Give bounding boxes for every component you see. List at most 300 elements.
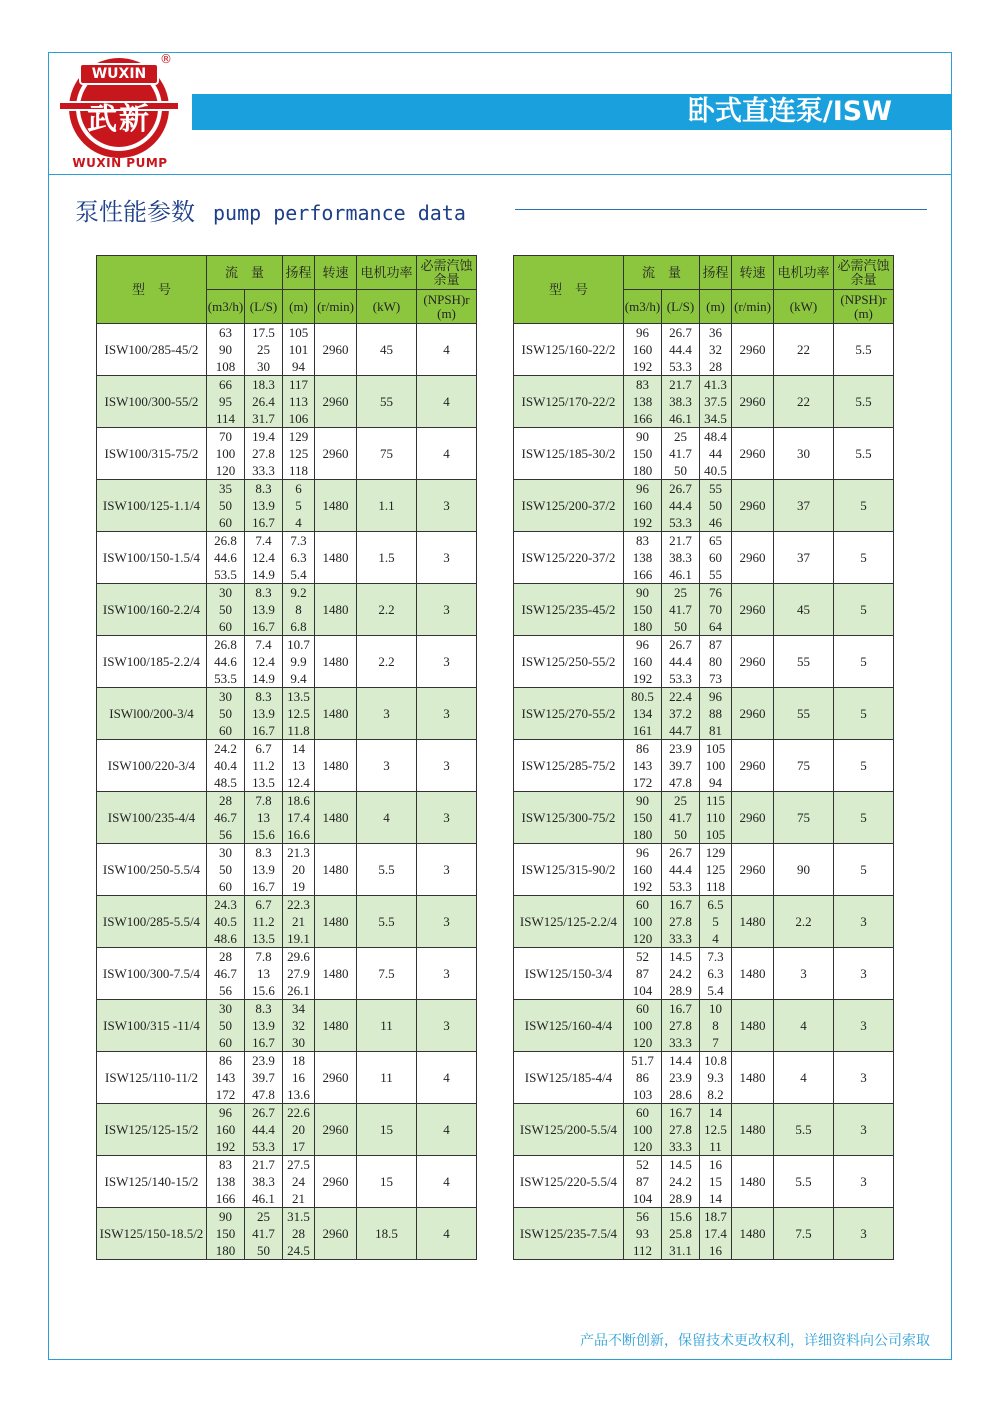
table-row [514,636,894,688]
cell-flow-m3h-value: 90 [219,342,232,357]
cell-head-value: 24 [292,1174,305,1189]
cell-model: ISW125/125-15/2 [97,1104,207,1156]
cell-head [700,1104,732,1156]
cell-flow-ls-value: 15.6 [252,827,275,842]
cell-flow-ls [245,584,283,636]
cell-flow-m3h-value: 48.6 [214,931,237,946]
cell-flow-ls [245,324,283,376]
cell-power: 22 [774,324,834,376]
cell-flow-m3h-value: 90 [636,793,649,808]
cell-power: 5.5 [774,1156,834,1208]
cell-head [700,896,732,948]
cell-flow-ls-value: 25 [674,429,687,444]
cell-speed: 1480 [732,1000,774,1052]
cell-flow-ls-value: 6.7 [255,897,272,912]
table-row [97,896,477,948]
cell-head-value: 11.8 [287,723,310,738]
cell-head-value: 13 [292,758,305,773]
cell-speed: 2960 [315,324,357,376]
cell-power: 75 [357,428,417,480]
cell-flow-ls-value: 25.8 [669,1226,692,1241]
title-banner [192,94,952,130]
cell-flow-ls-value: 25 [257,342,270,357]
cell-flow-m3h-value: 86 [219,1053,232,1068]
cell-head-value: 32 [292,1018,305,1033]
cell-flow-m3h-value: 90 [219,1209,232,1224]
cell-head-value: 6.5 [707,897,724,912]
table-row [97,1104,477,1156]
cell-flow-ls-value: 38.3 [252,1174,275,1189]
cell-head-value: 15 [709,1174,722,1189]
cell-flow-ls [662,740,700,792]
cell-head [700,584,732,636]
table-row [514,792,894,844]
cell-flow-m3h-value: 96 [636,325,649,340]
cell-flow-m3h [624,584,662,636]
cell-power: 7.5 [357,948,417,1000]
cell-npsh: 3 [417,636,477,688]
cell-flow-m3h-value: 160 [632,862,653,877]
unit-m: (m) [283,290,315,324]
cell-power: 1.1 [357,480,417,532]
cell-head-value: 16 [709,1157,722,1172]
section-title-zh: 泵性能参数 [75,198,195,226]
banner-title: 卧式直连泵/ISW [687,96,892,127]
cell-npsh: 4 [417,324,477,376]
cell-flow-ls-value: 44.4 [669,654,692,669]
cell-npsh: 5 [834,532,894,584]
cell-flow-m3h [624,844,662,896]
cell-flow-m3h-value: 134 [632,706,653,721]
cell-flow-m3h-value: 24.2 [214,741,237,756]
cell-head [283,428,315,480]
cell-flow-ls [662,532,700,584]
cell-flow-ls-value: 16.7 [669,897,692,912]
cell-model: ISW100/300-55/2 [97,376,207,428]
cell-npsh: 3 [417,948,477,1000]
cell-head [700,428,732,480]
cell-head [283,896,315,948]
cell-flow-ls-value: 31.1 [669,1243,692,1258]
cell-speed: 1480 [315,1000,357,1052]
cell-model: ISW125/200-37/2 [514,480,624,532]
cell-flow-ls-value: 25 [257,1209,270,1224]
cell-speed: 1480 [732,1208,774,1260]
cell-npsh: 4 [417,1156,477,1208]
cell-flow-m3h [624,1000,662,1052]
table-row [514,1156,894,1208]
cell-model: ISW125/110-11/2 [97,1052,207,1104]
cell-speed: 2960 [732,532,774,584]
table-row [97,1208,477,1260]
cell-flow-ls-value: 53.3 [252,1139,275,1154]
cell-speed: 1480 [315,948,357,1000]
cell-flow-m3h-value: 95 [219,394,232,409]
cell-head-value: 9.9 [290,654,307,669]
cell-flow-m3h-value: 46.7 [214,966,237,981]
table-row [514,1000,894,1052]
cell-speed: 2960 [732,480,774,532]
cell-flow-m3h-value: 53.5 [214,567,237,582]
cell-speed: 1480 [315,584,357,636]
cell-flow-m3h [207,1208,245,1260]
cell-power: 5.5 [357,896,417,948]
cell-flow-ls-value: 28.9 [669,983,692,998]
cell-model: ISW100/235-4/4 [97,792,207,844]
cell-flow-m3h-value: 108 [215,359,236,374]
cell-head-value: 34.5 [704,411,727,426]
cell-flow-ls-value: 44.4 [669,342,692,357]
cell-npsh: 3 [834,1104,894,1156]
table-row [97,532,477,584]
cell-head-value: 5 [712,914,719,929]
cell-flow-m3h-value: 60 [636,1105,649,1120]
cell-flow-ls-value: 8.3 [255,845,272,860]
cell-head-value: 13.5 [287,689,310,704]
cell-head-value: 110 [705,810,726,825]
cell-head-value: 21 [292,1191,305,1206]
cell-flow-ls-value: 27.8 [669,1018,692,1033]
cell-flow-ls-value: 13.9 [252,706,275,721]
cell-flow-ls-value: 33.3 [669,1139,692,1154]
cell-flow-ls-value: 23.9 [669,741,692,756]
cell-head-value: 5.4 [290,567,307,582]
cell-flow-m3h-value: 28 [219,949,232,964]
cell-flow-m3h-value: 90 [636,585,649,600]
cell-flow-ls-value: 41.7 [669,602,692,617]
cell-head [283,688,315,740]
cell-head-value: 100 [705,758,726,773]
cell-flow-ls [245,896,283,948]
cell-flow-m3h-value: 26.8 [214,533,237,548]
cell-head-value: 6.8 [290,619,307,634]
cell-head [283,324,315,376]
cell-head [700,740,732,792]
cell-npsh: 4 [417,1104,477,1156]
cell-head-value: 117 [288,377,309,392]
cell-flow-ls [245,1104,283,1156]
cell-flow-ls-value: 46.1 [252,1191,275,1206]
cell-flow-ls-value: 28.6 [669,1087,692,1102]
cell-power: 5.5 [357,844,417,896]
section-rule [515,209,927,210]
cell-head-value: 14 [709,1191,722,1206]
cell-flow-ls-value: 39.7 [669,758,692,773]
cell-head-value: 5.4 [707,983,724,998]
cell-head-value: 76 [709,585,722,600]
cell-flow-ls [662,428,700,480]
cell-npsh: 3 [417,532,477,584]
cell-npsh: 3 [834,896,894,948]
header-speed: 转速 [732,256,774,290]
header-npsh: 必需汽蚀余量 [417,256,477,290]
cell-head-value: 12.5 [704,1122,727,1137]
cell-flow-m3h [624,1104,662,1156]
header-head: 扬程 [700,256,732,290]
cell-flow-ls-value: 8.3 [255,585,272,600]
cell-npsh: 5 [834,844,894,896]
cell-head [700,636,732,688]
cell-head-value: 129 [705,845,726,860]
cell-speed: 2960 [315,428,357,480]
cell-head [283,740,315,792]
cell-power: 55 [774,636,834,688]
cell-power: 3 [357,740,417,792]
cell-model: ISW100/285-5.5/4 [97,896,207,948]
cell-flow-m3h-value: 172 [632,775,653,790]
cell-speed: 1480 [315,740,357,792]
cell-head-value: 16 [292,1070,305,1085]
cell-head-value: 70 [709,602,722,617]
cell-head [700,792,732,844]
cell-flow-ls-value: 16.7 [669,1105,692,1120]
cell-flow-ls-value: 53.3 [669,359,692,374]
cell-flow-ls-value: 25 [674,793,687,808]
cell-flow-m3h-value: 120 [632,1139,653,1154]
cell-npsh: 3 [834,948,894,1000]
cell-model: ISW100/250-5.5/4 [97,844,207,896]
cell-speed: 2960 [315,1052,357,1104]
cell-power: 2.2 [357,636,417,688]
cell-flow-m3h [207,428,245,480]
header-npsh: 必需汽蚀余量 [834,256,894,290]
cell-head-value: 17 [292,1139,305,1154]
cell-flow-m3h-value: 70 [219,429,232,444]
cell-flow-m3h-value: 52 [636,1157,649,1172]
logo-bottom-text: WUXIN PUMP [72,156,168,170]
cell-flow-m3h-value: 172 [215,1087,236,1102]
cell-head [283,480,315,532]
cell-flow-ls-value: 33.3 [669,931,692,946]
cell-head-value: 9.2 [290,585,307,600]
cell-speed: 1480 [315,688,357,740]
cell-flow-m3h [207,844,245,896]
cell-flow-m3h [207,584,245,636]
cell-head [283,792,315,844]
cell-head-value: 11 [709,1139,722,1154]
cell-flow-ls-value: 21.7 [252,1157,275,1172]
cell-flow-m3h-value: 192 [632,359,653,374]
cell-head-value: 44 [709,446,722,461]
cell-flow-ls-value: 16.7 [252,723,275,738]
cell-head-value: 19 [292,879,305,894]
cell-model: ISW125/150-18.5/2 [97,1208,207,1260]
cell-head-value: 125 [705,862,726,877]
cell-flow-ls-value: 15.6 [252,983,275,998]
cell-flow-ls [662,1052,700,1104]
table-row [97,376,477,428]
cell-speed: 1480 [732,948,774,1000]
section-heading [75,192,466,227]
cell-flow-ls-value: 16.7 [669,1001,692,1016]
cell-head-value: 73 [709,671,722,686]
cell-power: 11 [357,1052,417,1104]
unit-m3h: (m3/h) [207,290,245,324]
cell-flow-m3h-value: 83 [219,1157,232,1172]
cell-head-value: 113 [288,394,309,409]
header-power: 电机功率 [357,256,417,290]
cell-power: 37 [774,480,834,532]
table-row [97,480,477,532]
cell-flow-m3h [624,948,662,1000]
cell-flow-ls-value: 14.5 [669,949,692,964]
cell-flow-m3h-value: 60 [636,897,649,912]
cell-model: ISW100/315-75/2 [97,428,207,480]
cell-flow-m3h-value: 112 [632,1243,653,1258]
cell-flow-m3h-value: 56 [219,827,232,842]
header-power: 电机功率 [774,256,834,290]
cell-flow-m3h-value: 180 [632,827,653,842]
cell-speed: 1480 [315,636,357,688]
cell-npsh: 3 [417,480,477,532]
cell-head [283,1052,315,1104]
cell-power: 45 [774,584,834,636]
unit-rmin: (r/min) [315,290,357,324]
cell-npsh: 5 [834,636,894,688]
cell-flow-ls [662,896,700,948]
cell-npsh: 4 [417,1208,477,1260]
cell-head-value: 20 [292,862,305,877]
cell-flow-m3h-value: 180 [215,1243,236,1258]
table-row [97,1000,477,1052]
unit-npsh: (NPSH)r (m) [417,290,477,324]
table-row [514,1052,894,1104]
table-row [514,480,894,532]
cell-npsh: 3 [834,1208,894,1260]
cell-model: ISWl00/200-3/4 [97,688,207,740]
cell-flow-ls [245,480,283,532]
cell-head-value: 28 [709,359,722,374]
cell-power: 18.5 [357,1208,417,1260]
cell-head-value: 87 [709,637,722,652]
cell-head-value: 48.4 [704,429,727,444]
header-flow: 流 量 [624,256,700,290]
cell-flow-m3h-value: 100 [215,446,236,461]
cell-flow-m3h-value: 120 [632,1035,653,1050]
header-flow: 流 量 [207,256,283,290]
cell-flow-ls-value: 50 [674,619,687,634]
cell-head-value: 6 [295,481,302,496]
cell-flow-m3h-value: 143 [215,1070,236,1085]
cell-head-value: 10.7 [287,637,310,652]
cell-flow-ls-value: 47.8 [669,775,692,790]
performance-table-left [96,255,477,1260]
table-row [97,428,477,480]
cell-flow-m3h-value: 80.5 [631,689,654,704]
cell-flow-m3h-value: 50 [219,1018,232,1033]
cell-flow-ls [662,480,700,532]
cell-head [700,376,732,428]
cell-head [700,532,732,584]
cell-flow-ls-value: 26.7 [669,845,692,860]
table-row [97,1052,477,1104]
cell-flow-ls-value: 16.7 [252,619,275,634]
cell-head-value: 4 [712,931,719,946]
cell-head-value: 28 [292,1226,305,1241]
cell-flow-m3h-value: 100 [632,914,653,929]
cell-speed: 2960 [732,584,774,636]
cell-flow-ls [245,532,283,584]
cell-flow-m3h-value: 103 [632,1087,653,1102]
cell-speed: 1480 [732,1156,774,1208]
cell-flow-m3h [207,480,245,532]
cell-flow-m3h-value: 150 [632,446,653,461]
cell-head-value: 105 [705,827,726,842]
cell-npsh: 3 [417,740,477,792]
cell-flow-m3h-value: 180 [632,463,653,478]
cell-flow-m3h-value: 60 [636,1001,649,1016]
logo-main-text: 武新 [87,102,151,137]
cell-flow-ls-value: 6.7 [255,741,272,756]
table-row [97,740,477,792]
cell-flow-m3h-value: 150 [632,602,653,617]
cell-flow-m3h [207,1052,245,1104]
cell-model: ISW125/125-2.2/4 [514,896,624,948]
cell-flow-m3h-value: 192 [632,671,653,686]
cell-head [283,584,315,636]
section-title-en: pump performance data [213,201,466,225]
cell-power: 2.2 [774,896,834,948]
cell-flow-ls-value: 19.4 [252,429,275,444]
cell-flow-ls-value: 7.4 [255,637,272,652]
cell-flow-ls-value: 23.9 [252,1053,275,1068]
cell-flow-ls [245,948,283,1000]
cell-flow-ls [662,636,700,688]
cell-flow-m3h [207,1104,245,1156]
cell-power: 37 [774,532,834,584]
cell-flow-ls [245,740,283,792]
cell-flow-ls-value: 7.8 [255,793,272,808]
cell-npsh: 4 [417,1052,477,1104]
cell-power: 4 [774,1052,834,1104]
cell-head-value: 14 [292,741,305,756]
cell-speed: 2960 [732,688,774,740]
cell-flow-m3h [207,896,245,948]
cell-head-value: 129 [288,429,309,444]
table-row [97,584,477,636]
cell-flow-m3h-value: 160 [632,498,653,513]
table-row [514,532,894,584]
cell-flow-ls-value: 21.7 [669,377,692,392]
cell-head-value: 12.5 [287,706,310,721]
table-row [514,896,894,948]
cell-flow-m3h [207,532,245,584]
cell-head-value: 17.4 [704,1226,727,1241]
cell-model: ISW125/250-55/2 [514,636,624,688]
cell-head-value: 96 [709,689,722,704]
cell-head-value: 27.5 [287,1157,310,1172]
cell-model: ISW125/170-22/2 [514,376,624,428]
cell-speed: 2960 [732,324,774,376]
cell-head-value: 21 [292,914,305,929]
cell-speed: 2960 [315,1104,357,1156]
cell-head-value: 81 [709,723,722,738]
cell-flow-m3h-value: 35 [219,481,232,496]
cell-flow-ls [662,1156,700,1208]
cell-head-value: 50 [709,498,722,513]
cell-speed: 1480 [315,532,357,584]
cell-model: ISW125/300-75/2 [514,792,624,844]
cell-flow-ls-value: 7.4 [255,533,272,548]
cell-head-value: 22.3 [287,897,310,912]
cell-flow-m3h-value: 90 [636,429,649,444]
cell-flow-m3h [207,324,245,376]
cell-flow-m3h-value: 83 [636,377,649,392]
cell-flow-m3h-value: 87 [636,1174,649,1189]
cell-flow-m3h-value: 87 [636,966,649,981]
cell-head-value: 8 [712,1018,719,1033]
cell-flow-m3h-value: 30 [219,845,232,860]
